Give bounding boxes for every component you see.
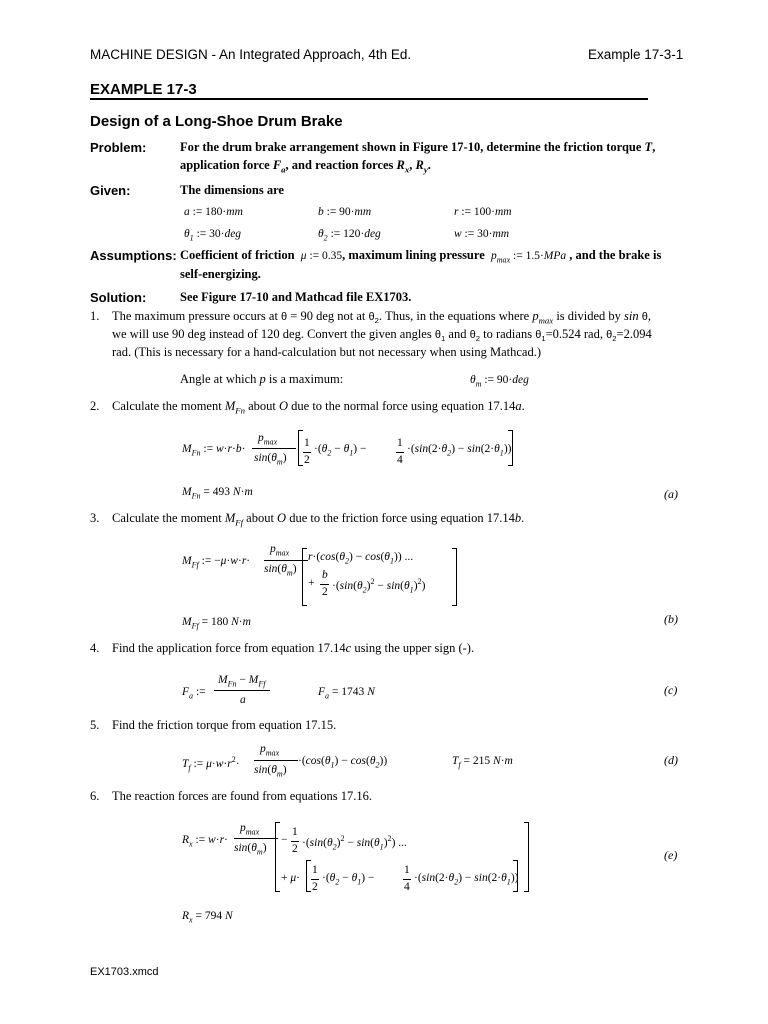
step-4-text: Find the application force from equation 17.14c using the upper sign (-).	[112, 641, 475, 655]
eq-rx-bracket-right	[524, 822, 529, 892]
result-fa: $F_a = 1743$ N	[318, 686, 375, 701]
eq-rx-inner-bracket-right	[513, 860, 518, 892]
step-5-number: 5.	[90, 718, 100, 732]
result-rx: $R_x = 794$ N	[182, 910, 233, 925]
step-6-number: 6.	[90, 789, 100, 803]
eq-rx-row1: $\cdot(\sin(\theta_2)^2 - \sin(\theta_1)^2)$ ...	[302, 834, 407, 852]
eq-rx-bracket-left	[275, 822, 280, 892]
assumptions-line-2: self-energizing.	[180, 267, 261, 281]
eq-rx-half2-den: 2	[312, 881, 318, 893]
eq-tf-sin: $\sin(\theta_m)$	[254, 764, 287, 779]
step-2-number: 2.	[90, 399, 100, 413]
eq-rx-half-num: 1	[292, 826, 298, 838]
eq-mff-lhs: $M_{Ff}$ := −μ·w·r·	[182, 555, 251, 570]
example-title: EXAMPLE 17-3	[90, 81, 197, 98]
eq-mff-row2-plus: +	[308, 577, 315, 589]
assumptions-line-1: Coefficient of friction μ := 0.35, maximum lining pressure $p_{max}$ := 1.5·MPa , and the brake is	[180, 248, 662, 265]
given-theta2: $\theta_2$ := 120·deg	[318, 228, 381, 243]
assumptions-label: Assumptions:	[90, 248, 177, 263]
eq-tag-c: (c)	[664, 683, 678, 697]
eq-mfn-bracket-left	[298, 430, 303, 466]
eq-rx-fracbar	[234, 838, 278, 839]
step-3-number: 3.	[90, 511, 100, 525]
eq-fa-fracbar	[214, 690, 270, 691]
step-1-line-3: rad. (This is necessary for a hand-calculation but not necessary when using Mathcad.)	[112, 345, 542, 359]
eq-mfn-pmax: $p_{max}$	[258, 432, 278, 447]
eq-mff-bracket-right	[452, 548, 457, 606]
eq-tf-rhs: $\cdot(\cos(\theta_1) - \cos(\theta_2))$	[298, 755, 388, 770]
eq-rx-row2-a: $\cdot(\theta_2 - \theta_1)$ −	[322, 872, 375, 887]
solution-label: Solution:	[90, 290, 147, 305]
footer-filename: EX1703.xmcd	[90, 966, 159, 978]
eq-tf-pmax: $p_{max}$	[260, 743, 280, 758]
eq-mfn-half-den: 2	[304, 454, 310, 466]
given-intro: The dimensions are	[180, 183, 284, 197]
problem-line-1: For the drum brake arrangement shown in Figure 17-10, determine the friction torque T,	[180, 140, 656, 154]
step-2-text: Calculate the moment $M_{Fn}$ about O due to the normal force using equation 17.14a.	[112, 399, 525, 416]
eq-mfn-half-bar	[303, 452, 311, 453]
eq-mff-b-num: b	[322, 569, 328, 581]
eq-fa-num: $M_{Fn} - M_{Ff}$	[218, 674, 266, 689]
eq-rx-lhs: $R_x$ := w·r·	[182, 834, 228, 849]
eq-tf-lhs: $T_f$ := $\mu\cdot w\cdot r^2\cdot$	[182, 755, 240, 773]
result-mfn: $M_{Fn} = 493$ N·m	[182, 486, 253, 501]
eq-mff-b-bar	[320, 584, 329, 585]
eq-rx-quarter-den: 4	[404, 881, 410, 893]
eq-rx-half2-bar	[311, 879, 319, 880]
step-4-number: 4.	[90, 641, 100, 655]
eq-rx-half-den: 2	[292, 843, 298, 855]
step-5-text: Find the friction torque from equation 17.15.	[112, 718, 337, 732]
step-3-text: Calculate the moment $M_{Ff}$ about O due to the friction force using equation 17.14b.	[112, 511, 525, 528]
eq-mfn-term1: $\cdot(\theta_2 - \theta_1)$ −	[314, 443, 367, 458]
running-header-title: MACHINE DESIGN - An Integrated Approach, 4th Ed.	[90, 47, 412, 62]
eq-rx-quarter-num: 1	[404, 864, 410, 876]
eq-mfn-lhs: $M_{Fn}$ := w·r·b·	[182, 443, 246, 458]
problem-line-2: application force $F_a$, and reaction forces $R_x$, $R_y$.	[180, 158, 431, 175]
eq-mfn-half-num: 1	[304, 437, 310, 449]
eq-tag-d: (d)	[664, 753, 678, 767]
eq-mff-row2: $\cdot(\sin(\theta_2)^2 - \sin(\theta_1)^2)$	[332, 577, 426, 595]
eq-tag-b: (b)	[664, 612, 678, 626]
eq-mfn-bracket-right	[508, 430, 513, 466]
step-1-angle-label: Angle at which p is a maximum:	[180, 372, 344, 386]
step-1-theta-m: $\theta_m$ := 90·deg	[470, 374, 529, 389]
eq-mfn-fracbar	[252, 448, 296, 449]
eq-rx-half2-num: 1	[312, 864, 318, 876]
eq-mff-sin: $\sin(\theta_m)$	[264, 563, 297, 578]
eq-mff-row1: $r\cdot(\cos(\theta_2) - \cos(\theta_1))$ ...	[308, 551, 414, 566]
step-1-number: 1.	[90, 309, 100, 323]
solution-text: See Figure 17-10 and Mathcad file EX1703.	[180, 290, 412, 304]
given-a: a := 180·mm	[184, 206, 243, 218]
eq-rx-quarter-bar	[403, 879, 411, 880]
eq-tf-fracbar	[254, 760, 298, 761]
eq-mff-bracket-left	[302, 548, 307, 606]
section-subtitle: Design of a Long-Shoe Drum Brake	[90, 113, 343, 130]
eq-rx-inner-bracket-left	[306, 860, 311, 892]
given-w: w := 30·mm	[454, 228, 510, 240]
title-rule	[90, 98, 648, 100]
result-mff: $M_{Ff} = 180$ N·m	[182, 616, 251, 631]
problem-label: Problem:	[90, 140, 147, 155]
eq-fa-den: a	[240, 694, 246, 706]
eq-mfn-quarter-num: 1	[397, 437, 403, 449]
eq-tag-e: (e)	[664, 848, 678, 862]
step-1-line-1: The maximum pressure occurs at θ = 90 deg not at $\theta_2$. Thus, in the equations where $p_{max}$ is divided by sin θ,	[112, 309, 651, 326]
eq-mfn-term2: $\cdot(\sin(2\cdot\theta_2) - \sin(2\cdot\theta_1))$	[407, 443, 512, 458]
given-label: Given:	[90, 183, 131, 198]
eq-rx-half-bar	[291, 841, 299, 842]
step-1-line-2: we will use 90 deg instead of 120 deg. Convert the given angles $\theta_1$ and $\theta_2$ to radians $\theta_1=0.524$ rad, $\theta_2=2.094$	[112, 327, 652, 344]
given-r: r := 100·mm	[454, 206, 512, 218]
step-6-text: The reaction forces are found from equations 17.16.	[112, 789, 372, 803]
eq-mfn-quarter-bar	[396, 452, 404, 453]
result-tf: $T_f = 215$ N·m	[452, 755, 513, 770]
eq-mff-b-den: 2	[322, 586, 328, 598]
given-theta1: $\theta_1$ := 30·deg	[184, 228, 242, 243]
eq-mff-pmax: $p_{max}$	[270, 543, 290, 558]
eq-rx-row2-plus: + μ·	[281, 872, 300, 884]
eq-rx-row2-b: $\cdot(\sin(2\cdot\theta_2) - \sin(2\cdot\theta_1))$	[414, 872, 519, 887]
eq-tag-a: (a)	[664, 487, 678, 501]
running-header-page: Example 17-3-1	[588, 47, 684, 62]
eq-rx-sin: $\sin(\theta_m)$	[234, 842, 267, 857]
eq-mfn-quarter-den: 4	[397, 454, 403, 466]
eq-fa-lhs: $F_a$ :=	[182, 686, 206, 701]
eq-mfn-sin: $\sin(\theta_m)$	[254, 452, 287, 467]
given-b: b := 90·mm	[318, 206, 372, 218]
eq-rx-pmax: $p_{max}$	[240, 822, 260, 837]
eq-rx-row1-minus: −	[281, 834, 288, 846]
